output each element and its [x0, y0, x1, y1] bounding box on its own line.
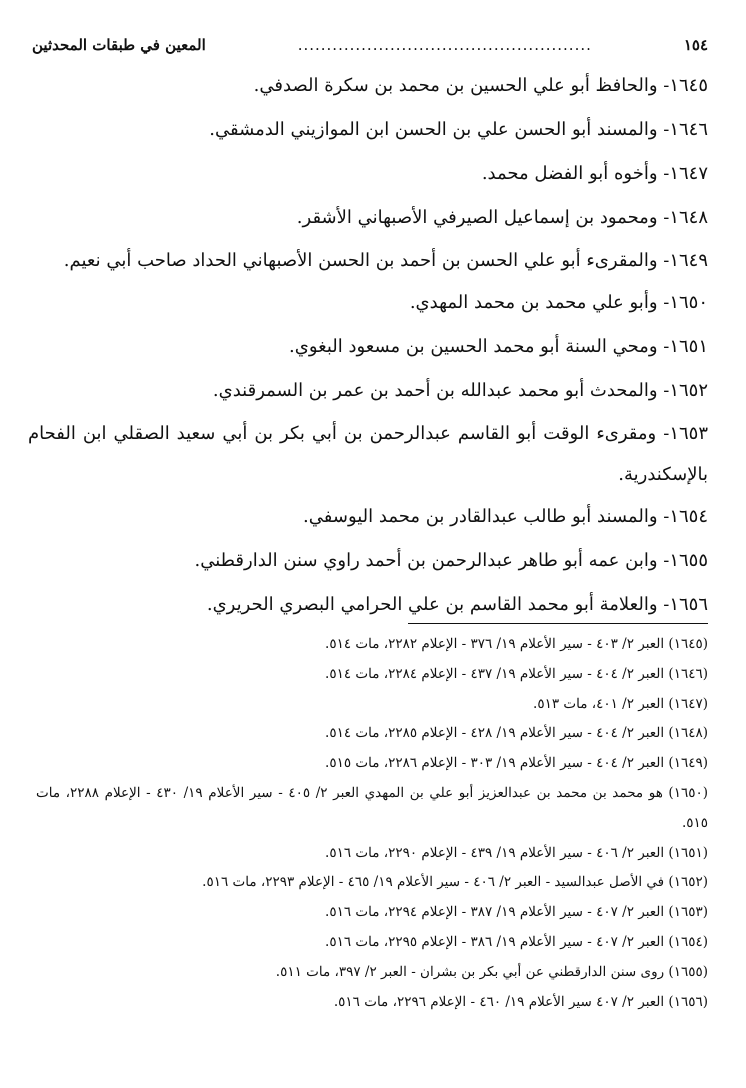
footnote-divider	[408, 623, 708, 624]
header-dots: ...................................................	[297, 36, 592, 54]
entries-list	[28, 64, 708, 627]
entry-1645: ١٦٤٥- والحافظ أبو علي الحسين بن محمد بن سكرة الصدفي.	[253, 75, 708, 96]
book-title: المعين في طبقات المحدثين	[32, 36, 206, 54]
entry-1656: ١٦٥٦- والعلامة أبو محمد القاسم بن علي الحرامي البصري الحريري.	[206, 594, 708, 615]
footnote-1655: (١٦٥٥) روى سنن الدارقطني عن أبي بكر بن بشران - العبر ٢/ ٣٩٧، مات ٥١١.	[275, 963, 708, 980]
footnote-1651: (١٦٥١) العبر ٢/ ٤٠٦ - سير الأعلام ١٩/ ٤٣٩ - الإعلام ٢٢٩٠، مات ٥١٦.	[325, 844, 708, 861]
footnote-1652: (١٦٥٢) في الأصل عبدالسيد - العبر ٢/ ٤٠٦ - سير الأعلام ١٩/ ٤٦٥ - الإعلام ٢٢٩٣، مات ٥١٦.	[202, 874, 708, 891]
entry-1651: ١٦٥١- ومحي السنة أبو محمد الحسين بن مسعود البغوي.	[289, 336, 708, 357]
entry-1648: ١٦٤٨- ومحمود بن إسماعيل الصيرفي الأصبهاني الأشقر.	[296, 207, 708, 228]
footnote-1648: (١٦٤٨) العبر ٢/ ٤٠٤ - سير الأعلام ١٩/ ٤٢٨ - الإعلام ٢٢٨٥، مات ٥١٤.	[325, 725, 708, 742]
entry-1647: ١٦٤٧- وأخوه أبو الفضل محمد.	[481, 163, 708, 184]
footnote-1645: (١٦٤٥) العبر ٢/ ٤٠٣ - سير الأعلام ١٩/ ٣٧٦ - الإعلام ٢٢٨٢، مات ٥١٤.	[325, 636, 708, 652]
page-header	[32, 32, 708, 58]
footnotes-list	[36, 630, 708, 1017]
footnote-1647: (١٦٤٧) العبر ٢/ ٤٠١، مات ٥١٣.	[533, 695, 708, 712]
entry-1652: ١٦٥٢- والمحدث أبو محمد عبدالله بن أحمد بن عمر بن السمرقندي.	[212, 380, 708, 401]
footnote-1656: (١٦٥٦) العبر ٢/ ٤٠٧ سير الأعلام ١٩/ ٤٦٠ - الإعلام ٢٢٩٦، مات ٥١٦.	[333, 993, 708, 1010]
entry-1654: ١٦٥٤- والمسند أبو طالب عبدالقادر بن محمد اليوسفي.	[303, 506, 708, 527]
footnote-1654: (١٦٥٤) العبر ٢/ ٤٠٧ - سير الأعلام ١٩/ ٣٨٦ - الإعلام ٢٢٩٥، مات ٥١٦.	[325, 933, 708, 950]
entry-1655: ١٦٥٥- وابن عمه أبو طاهر عبدالرحمن بن أحمد راوي سنن الدارقطني.	[194, 550, 708, 571]
footnote-1650: (١٦٥٠) هو محمد بن محمد بن عبدالعزيز أبو علي بن المهدي العبر ٢/ ٤٠٥ - سير الأعلام ١٩/ ٤٣٠ - الإعلام ٢٢٨٨، مات ٥١٥.	[36, 784, 708, 831]
page-number: ١٥٤	[683, 36, 708, 54]
entry-1653: ١٦٥٣- ومقرىء الوقت أبو القاسم عبدالرحمن بن أبي بكر بن أبي سعيد الصقلي ابن الفحام بالإسكندرية.	[28, 423, 708, 485]
footnote-1646: (١٦٤٦) العبر ٢/ ٤٠٤ - سير الأعلام ١٩/ ٤٣٧ - الإعلام ٢٢٨٤، مات ٥١٤.	[325, 665, 708, 682]
footnote-1653: (١٦٥٣) العبر ٢/ ٤٠٧ - سير الأعلام ١٩/ ٣٨٧ - الإعلام ٢٢٩٤، مات ٥١٦.	[325, 904, 708, 921]
entry-1649: ١٦٤٩- والمقرىء أبو علي الحسن بن أحمد بن الحسن الأصبهاني الحداد صاحب أبي نعيم.	[63, 250, 708, 271]
footnote-1649: (١٦٤٩) العبر ٢/ ٤٠٤ - سير الأعلام ١٩/ ٣٠٣ - الإعلام ٢٢٨٦، مات ٥١٥.	[325, 755, 708, 772]
entry-1646: ١٦٤٦- والمسند أبو الحسن علي بن الحسن ابن الموازيني الدمشقي.	[209, 119, 708, 140]
entry-1650: ١٦٥٠- وأبو علي محمد بن محمد المهدي.	[409, 292, 708, 313]
